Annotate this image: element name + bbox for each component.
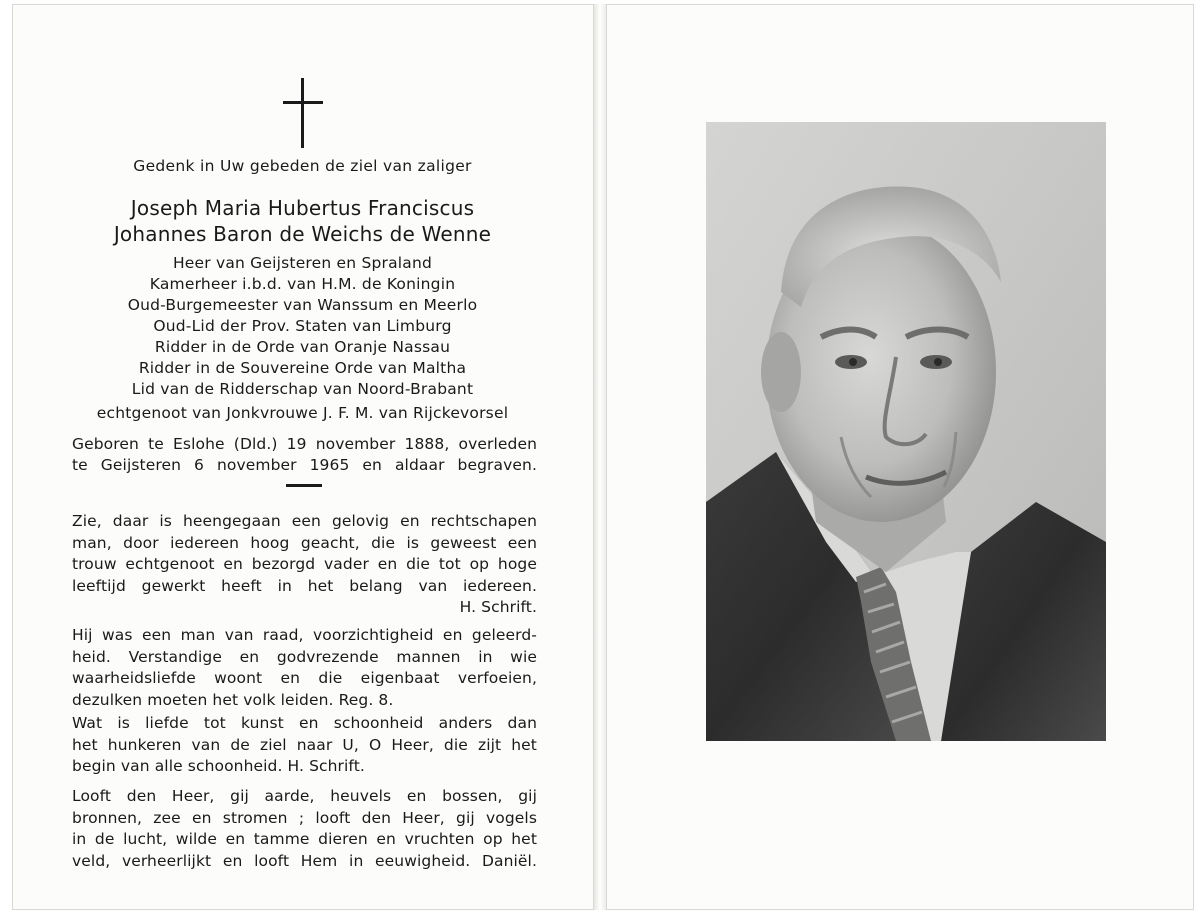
quote-paragraph-4	[72, 786, 537, 872]
paragraph-line: begin van alle schoonheid. H. Schrift.	[72, 757, 365, 775]
paragraph-source: H. Schrift.	[459, 598, 537, 616]
paragraph-line: veld, verheerlijkt en looft Hem in eeuwigheid. Daniël.	[72, 851, 537, 870]
title-item: Ridder in de Souvereine Orde van Maltha	[138, 359, 467, 377]
quote-paragraph-2	[72, 625, 537, 711]
paragraph-line: Zie, daar is heengegaan een gelovig en rechtschapen	[72, 512, 537, 530]
quote-paragraph-3	[72, 713, 537, 778]
quote-paragraph-1	[72, 511, 537, 619]
divider	[286, 484, 322, 487]
paragraph-line: het hunkeren van de ziel naar U, O Heer, die zijt het	[72, 735, 537, 754]
title-item: Oud-Lid der Prov. Staten van Limburg	[153, 317, 452, 335]
intro-text: Gedenk in Uw gebeden de ziel van zaliger	[133, 157, 472, 175]
title-item: Lid van de Ridderschap van Noord-Brabant	[131, 380, 474, 398]
paragraph-line: leeftijd gewerkt heeft in het belang van iedereen.	[72, 576, 537, 595]
paragraph-line: trouw echtgenoot en bezorgd vader en die tot op hoge	[72, 555, 537, 573]
spouse-text: echtgenoot van Jonkvrouwe J. F. M. van Rijckevorsel	[96, 404, 509, 422]
paragraph-line: man, door iedereen hoog geacht, die is geweest een	[72, 533, 537, 552]
card-fold	[594, 4, 606, 910]
paragraph-line: heid. Verstandige en godvrezende mannen in wie	[72, 647, 537, 666]
paragraph-line: dezulken moeten het volk leiden. Reg. 8.	[72, 690, 394, 709]
title-item: Oud-Burgemeester van Wanssum en Meerlo	[127, 296, 478, 314]
paragraph-line: Looft den Heer, gij aarde, heuvels en bossen, gij	[72, 787, 537, 805]
birth-death-line: te Geijsteren 6 november 1965 en aldaar begraven.	[72, 456, 537, 474]
deceased-name-line-2: Johannes Baron de Weichs de Wenne	[113, 222, 492, 246]
birth-death-text	[72, 434, 537, 476]
paragraph-line: waarheidsliefde woont en die eigenbaat verfoeien,	[72, 669, 537, 687]
title-item: Ridder in de Orde van Oranje Nassau	[154, 338, 451, 356]
titles-list	[30, 253, 575, 400]
birth-death-line: Geboren te Eslohe (Dld.) 19 november 1888, overleden	[72, 435, 537, 453]
title-item: Heer van Geijsteren en Spraland	[172, 254, 433, 272]
paragraph-line: in de lucht, wilde en tamme dieren en vruchten op het	[72, 830, 537, 848]
deceased-name-line-1: Joseph Maria Hubertus Franciscus	[130, 196, 475, 220]
paragraph-line: Wat is liefde tot kunst en schoonheid anders dan	[72, 714, 537, 732]
paragraph-line: Hij was een man van raad, voorzichtigheid en geleerd-	[72, 626, 537, 644]
portrait-photo	[706, 122, 1106, 741]
cross-icon	[283, 78, 323, 148]
paragraph-line: bronnen, zee en stromen ; looft den Heer, gij vogels	[72, 808, 537, 827]
title-item: Kamerheer i.b.d. van H.M. de Koningin	[149, 275, 456, 293]
